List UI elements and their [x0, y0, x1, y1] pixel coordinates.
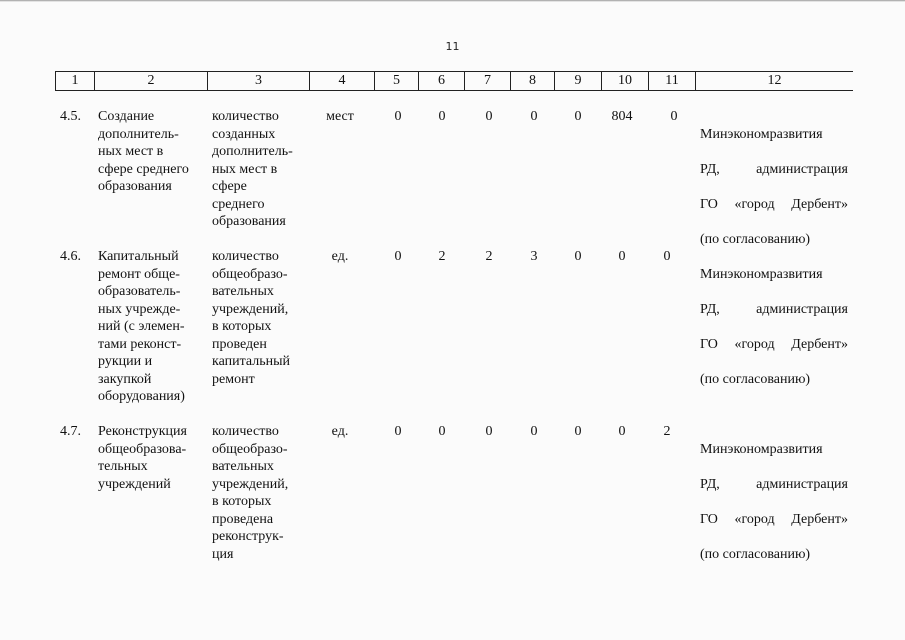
page-number: 11	[445, 40, 460, 53]
row-value-10: 0	[618, 424, 626, 439]
header-col-8: 8	[511, 72, 555, 90]
row-value-10: 804	[611, 109, 633, 124]
scan-edge	[0, 0, 905, 2]
agency-line: (по согласованию)	[700, 371, 811, 387]
row-value-6: 0	[438, 424, 446, 439]
agency-line: Минэкономразвития	[700, 126, 823, 142]
row-value-10: 0	[618, 249, 626, 264]
row-agency	[700, 248, 848, 388]
row-value-5: 0	[394, 249, 402, 264]
header-col-7: 7	[465, 72, 511, 90]
row-number: 4.7.	[60, 424, 81, 439]
header-col-9: 9	[555, 72, 602, 90]
row-value-9: 0	[574, 109, 582, 124]
agency-line: (по согласованию)	[700, 231, 811, 247]
table-header-row	[55, 71, 853, 91]
row-unit: мест	[326, 109, 354, 124]
row-number: 4.6.	[60, 249, 81, 264]
header-col-4: 4	[310, 72, 375, 90]
row-value-5: 0	[394, 424, 402, 439]
header-col-2: 2	[95, 72, 208, 90]
row-measure-name: Создание дополнитель- ных мест в сфере среднего образования	[98, 109, 189, 194]
row-agency	[700, 108, 848, 248]
row-value-7: 0	[485, 109, 493, 124]
row-number: 4.5.	[60, 109, 81, 124]
row-indicator: количество общеобразо- вательных учреждений, в которых проведена реконструк- ция	[212, 424, 289, 562]
row-unit: ед.	[331, 424, 349, 439]
agency-line: РД, администрация	[700, 476, 848, 492]
row-value-9: 0	[574, 424, 582, 439]
header-col-10: 10	[602, 72, 649, 90]
row-value-6: 2	[438, 249, 446, 264]
row-measure-name: Капитальный ремонт обще- образователь- ных учрежде- ний (с элемен- тами реконст- рукции и закупкой оборудования)	[98, 249, 185, 404]
agency-line: ГО «город Дербент»	[700, 196, 848, 212]
agency-line: (по согласованию)	[700, 546, 811, 562]
row-value-7: 2	[485, 249, 493, 264]
row-value-9: 0	[574, 249, 582, 264]
row-indicator: количество созданных дополнитель- ных мест в сфере среднего образования	[212, 109, 293, 229]
row-value-8: 3	[530, 249, 538, 264]
row-measure-name: Реконструкция общеобразова- тельных учреждений	[98, 424, 187, 492]
agency-line: ГО «город Дербент»	[700, 336, 848, 352]
agency-line: РД, администрация	[700, 161, 848, 177]
header-col-11: 11	[649, 72, 696, 90]
row-value-8: 0	[530, 424, 538, 439]
row-value-6: 0	[438, 109, 446, 124]
agency-line: Минэкономразвития	[700, 266, 823, 282]
header-col-12: 12	[767, 73, 782, 88]
row-value-11: 0	[663, 249, 671, 264]
header-col-3: 3	[208, 72, 310, 90]
agency-line: Минэкономразвития	[700, 441, 823, 457]
row-value-11: 2	[663, 424, 671, 439]
row-unit: ед.	[331, 249, 349, 264]
agency-line: РД, администрация	[700, 301, 848, 317]
row-value-8: 0	[530, 109, 538, 124]
row-value-11: 0	[670, 109, 678, 124]
row-value-5: 0	[394, 109, 402, 124]
row-agency	[700, 423, 848, 563]
header-col-6: 6	[419, 72, 465, 90]
header-col-5: 5	[375, 72, 419, 90]
agency-line: ГО «город Дербент»	[700, 511, 848, 527]
header-col-1: 1	[56, 72, 95, 90]
row-indicator: количество общеобразо- вательных учреждений, в которых проведен капитальный ремонт	[212, 249, 290, 387]
row-value-7: 0	[485, 424, 493, 439]
